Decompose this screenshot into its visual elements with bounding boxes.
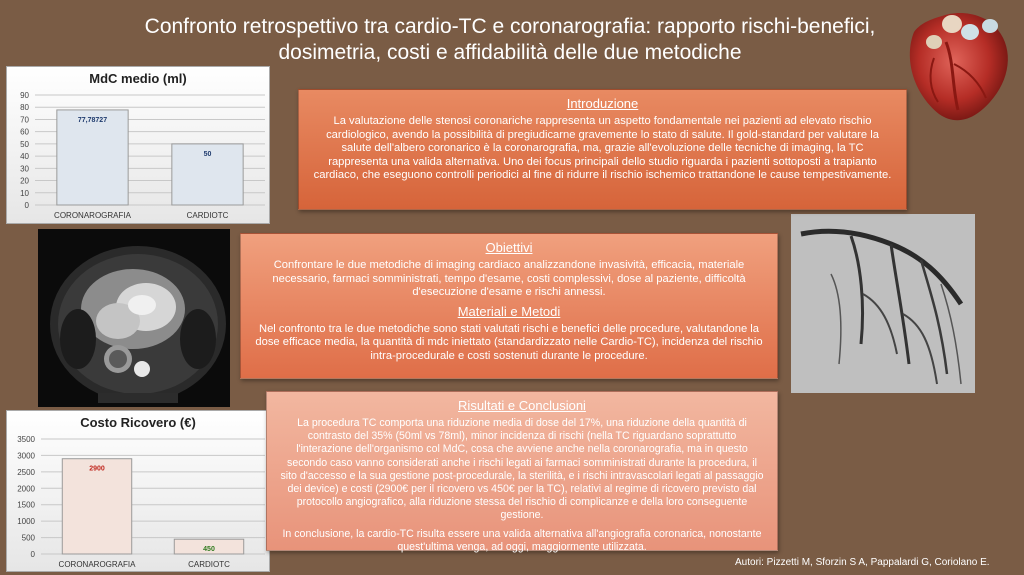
heart-3d-render-icon — [894, 2, 1020, 127]
y-tick-label: 3000 — [17, 451, 35, 461]
chart-mdc-medio — [6, 66, 270, 224]
y-tick-label: 500 — [21, 533, 35, 543]
objectives-methods-panel — [240, 233, 778, 379]
y-tick-label: 20 — [20, 176, 29, 186]
methods-heading: Materiali e Metodi — [457, 303, 561, 319]
introduction-heading: Introduzione — [566, 96, 639, 111]
chart-costo-title: Costo Ricovero (€) — [80, 415, 196, 430]
y-tick-label: 1000 — [17, 517, 35, 527]
bar — [62, 459, 131, 554]
results-text: La procedura TC comporta una riduzione media di dose del 17%, una riduzione della quantità di contrasto del 35% (50ml vs 78ml), minor incidenza di rischi (nella TC riguardano soprattutto l'interazione dell'organismo col MdC, cosa che avviene anche nella coronarografia, ma in questo secondo caso vanno considerati anche i rischi legati ai farmaci somministrati durante la procedura, il sito d'accesso e la sua gestione post-procedurale, la sterilità, e i rischi intravascolari legati al passaggio dei device) e costi (2900€ per il ricovero vs 450€ per la TC), relativi al regime di ricovero previsto dal protocollo angiografico, alla riduzione stessa del rischio di complicanze e della loro conseguente gestione. — [280, 417, 764, 522]
results-heading: Risultati e Conclusioni — [458, 398, 586, 413]
coronary-angiogram-image — [791, 214, 975, 393]
cardiac-ct-slice-image — [38, 229, 230, 407]
y-tick-label: 70 — [20, 115, 29, 125]
y-tick-label: 90 — [20, 91, 29, 100]
introduction-text: La valutazione delle stenosi coronariche rappresenta un aspetto fondamentale nei pazienti ad elevato rischio cardiologico, avendo la possibilità di pregiudicarne gravemente lo stato di salute. Il gold-standard per valutare la salute dell'albero coronarico è la coronarografia, ma, grazie all'evoluzione delle tecniche di imaging, la TC rappresenta una valida alternativa. Uno dei focus principali dello studio riguarda i pazienti sottoposti a trapianto cardiaco, che eseguono controlli periodici al fine di ridurre il rischio ischemico trattandone le cause tempestivamente. — [313, 115, 892, 182]
y-tick-label: 0 — [30, 550, 35, 559]
chart-costo-ricovero — [6, 410, 270, 572]
y-tick-label: 40 — [20, 152, 29, 162]
chart-mdc-title: MdC medio (ml) — [89, 71, 187, 86]
objectives-text: Confrontare le due metodiche di imaging cardiaco analizzandone invasività, efficacia, materiale necessario, farmaci somministrati, tempo d'esame, costi complessivi, dose al paziente, difficoltà d'esecuzione d'esame e rischi annessi. — [272, 259, 746, 299]
y-tick-label: 10 — [20, 188, 29, 198]
category-label: CARDIOTC — [188, 560, 230, 569]
bar — [57, 110, 128, 205]
results-panel — [266, 391, 778, 551]
y-tick-label: 80 — [20, 103, 29, 113]
category-label: CORONAROGRAFIA — [58, 560, 136, 569]
chart-mdc-plot — [7, 67, 271, 225]
y-tick-label: 2000 — [17, 484, 35, 494]
objectives-heading: Obiettivi — [485, 240, 533, 255]
y-tick-label: 3500 — [17, 435, 35, 444]
authors-line: Autori: Pizzetti M, Sforzin S A, Pappalardi G, Coriolano E. — [735, 557, 990, 568]
chart-costo-plot — [7, 411, 271, 573]
poster-title: Confronto retrospettivo tra cardio-TC e coronarografia: rapporto rischi-benefici, dosimetria, costi e affidabilità delle due metodiche — [144, 15, 876, 64]
data-label: 77,78727 — [77, 116, 108, 124]
data-label: 50 — [203, 150, 212, 158]
y-tick-label: 60 — [20, 127, 29, 137]
methods-text: Nel confronto tra le due metodiche sono stati valutati rischi e benefici delle procedure, valutandone la dose efficace media, la quantità di mdc iniettato (standardizzato nelle Cardio-TC), incidenza del rischio intra-procedurale e costi sostenuti durante le procedure. — [255, 322, 763, 362]
data-label: 2900 — [89, 465, 105, 473]
y-tick-label: 2500 — [17, 467, 35, 477]
y-tick-label: 50 — [20, 139, 29, 149]
conclusion-text: In conclusione, la cardio-TC risulta essere una valida alternativa all'angiografia coronarica, nonostante quest'ultima venga, ad oggi, maggiormente utilizzata. — [282, 527, 762, 553]
y-tick-label: 30 — [20, 164, 29, 174]
data-label: 450 — [203, 546, 215, 554]
introduction-panel — [298, 89, 907, 210]
category-label: CORONAROGRAFIA — [54, 211, 131, 220]
y-tick-label: 0 — [24, 201, 29, 210]
y-tick-label: 1500 — [17, 500, 35, 510]
category-label: CARDIOTC — [186, 211, 229, 220]
